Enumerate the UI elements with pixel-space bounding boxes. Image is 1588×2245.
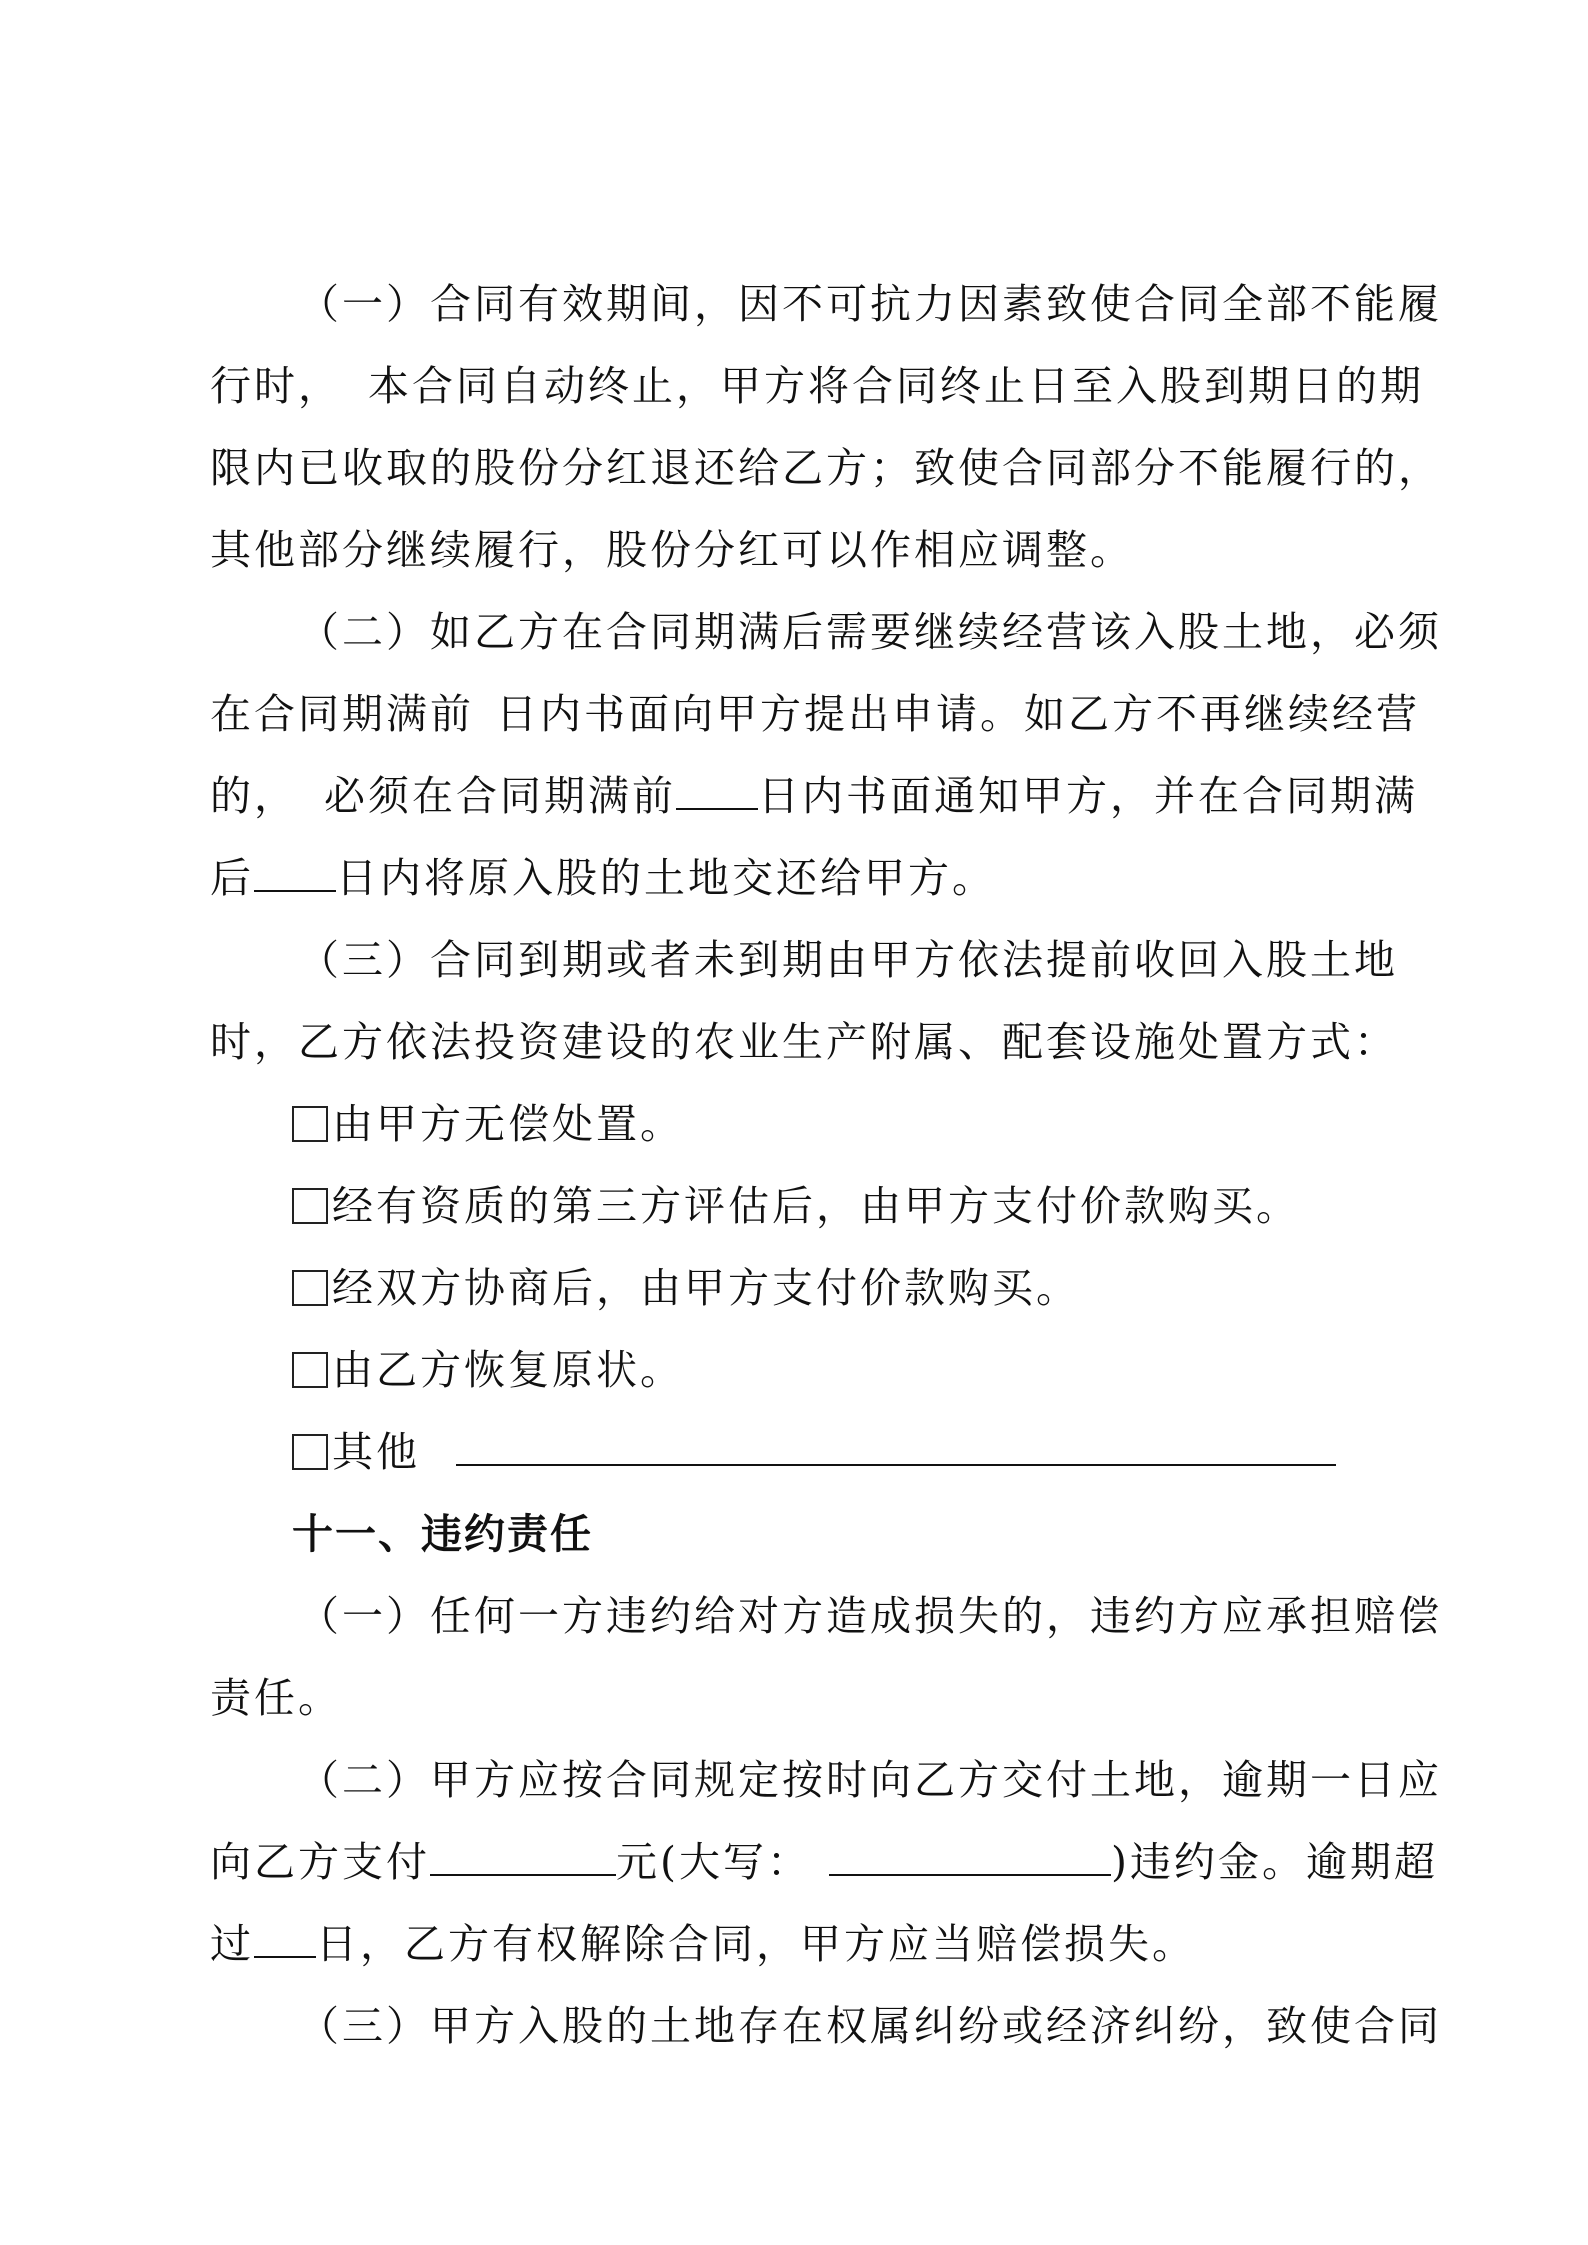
checkbox-icon[interactable] <box>292 1106 328 1142</box>
checkbox-icon[interactable] <box>292 1188 328 1224</box>
p2-line-4-b: 日内将原入股的土地交还给甲方。 <box>336 854 996 902</box>
p1-line-1: （一）合同有效期间，因不可抗力因素致使合同全部不能履 <box>298 280 1442 328</box>
p2-line-3-b: 必须在合同期满前 <box>324 772 676 820</box>
option-2 <box>292 1178 1300 1234</box>
p2-line-4 <box>210 850 1390 906</box>
option-4 <box>292 1342 1292 1398</box>
p5-line-3-a: 过 <box>210 1920 254 1968</box>
p1-line-3: 限内已收取的股份分红退还给乙方；致使合同部分不能履行的， <box>210 444 1442 492</box>
p5-line-3 <box>210 1916 1390 1972</box>
p2-blank-days-notice[interactable] <box>676 770 758 810</box>
checkbox-icon[interactable] <box>292 1270 328 1306</box>
p5-line-3-b: 日，乙方有权解除合同，甲方应当赔偿损失。 <box>316 1920 1196 1968</box>
p5-line-1: （二）甲方应按合同规定按时向乙方交付土地，逾期一日应 <box>298 1756 1442 1804</box>
p4-line-1: （一）任何一方违约给对方造成损失的，违约方应承担赔偿 <box>298 1592 1442 1640</box>
p2-line-2-a: 在合同期满前 <box>210 690 474 738</box>
p2-line-3-c: 日内书面通知甲方，并在合同期满 <box>758 772 1418 820</box>
p1-line-2 <box>210 358 1424 414</box>
section-heading: 十一、违约责任 <box>292 1510 593 1558</box>
option-3-label: 经双方协商后，由甲方支付价款购买。 <box>332 1264 1080 1312</box>
p5-blank-days[interactable] <box>254 1918 316 1958</box>
p2-line-4-a: 后 <box>210 854 254 902</box>
option-5 <box>292 1424 1342 1480</box>
checkbox-icon[interactable] <box>292 1352 328 1388</box>
p2-line-3-a: 的， <box>210 772 298 820</box>
option-1-label: 由甲方无偿处置。 <box>332 1100 684 1148</box>
option-1 <box>292 1096 1292 1152</box>
p4-line-2: 责任。 <box>210 1674 342 1722</box>
option-3 <box>292 1260 1292 1316</box>
p5-blank-amount[interactable] <box>430 1836 616 1876</box>
p2-blank-days-return[interactable] <box>254 852 336 892</box>
p1-line-4: 其他部分继续履行，股份分红可以作相应调整。 <box>210 526 1134 574</box>
p5-line-2 <box>210 1834 1438 1890</box>
p5-blank-amount-words[interactable] <box>829 1836 1111 1876</box>
p2-line-1: （二）如乙方在合同期满后需要继续经营该入股土地，必须 <box>298 608 1442 656</box>
option-4-label: 由乙方恢复原状。 <box>332 1346 684 1394</box>
p3-line-2: 时，乙方依法投资建设的农业生产附属、配套设施处置方式： <box>210 1018 1398 1066</box>
option-5-label: 其他 <box>332 1428 420 1476</box>
p3-line-1: （三）合同到期或者未到期由甲方依法提前收回入股土地 <box>298 936 1398 984</box>
p1-line-2-b: 本合同自动终止，甲方将合同终止日至入股到期日的期 <box>368 362 1424 410</box>
p5-line-2-c: )违约金。逾期超 <box>1111 1838 1438 1886</box>
option-2-label: 经有资质的第三方评估后，由甲方支付价款购买。 <box>332 1182 1300 1230</box>
p5-line-2-b: 元(大写： <box>616 1838 811 1886</box>
p2-line-2-b: 日内书面向甲方提出申请。如乙方不再继续经营 <box>496 690 1420 738</box>
p5-line-2-a: 向乙方支付 <box>210 1838 430 1886</box>
p2-line-2 <box>210 686 1420 742</box>
p2-line-3 <box>210 768 1418 824</box>
p1-line-2-a: 行时， <box>210 362 342 410</box>
option-other-blank[interactable] <box>456 1426 1336 1466</box>
p6-line-1: （三）甲方入股的土地存在权属纠纷或经济纠纷，致使合同 <box>298 2002 1442 2050</box>
checkbox-icon[interactable] <box>292 1434 328 1470</box>
